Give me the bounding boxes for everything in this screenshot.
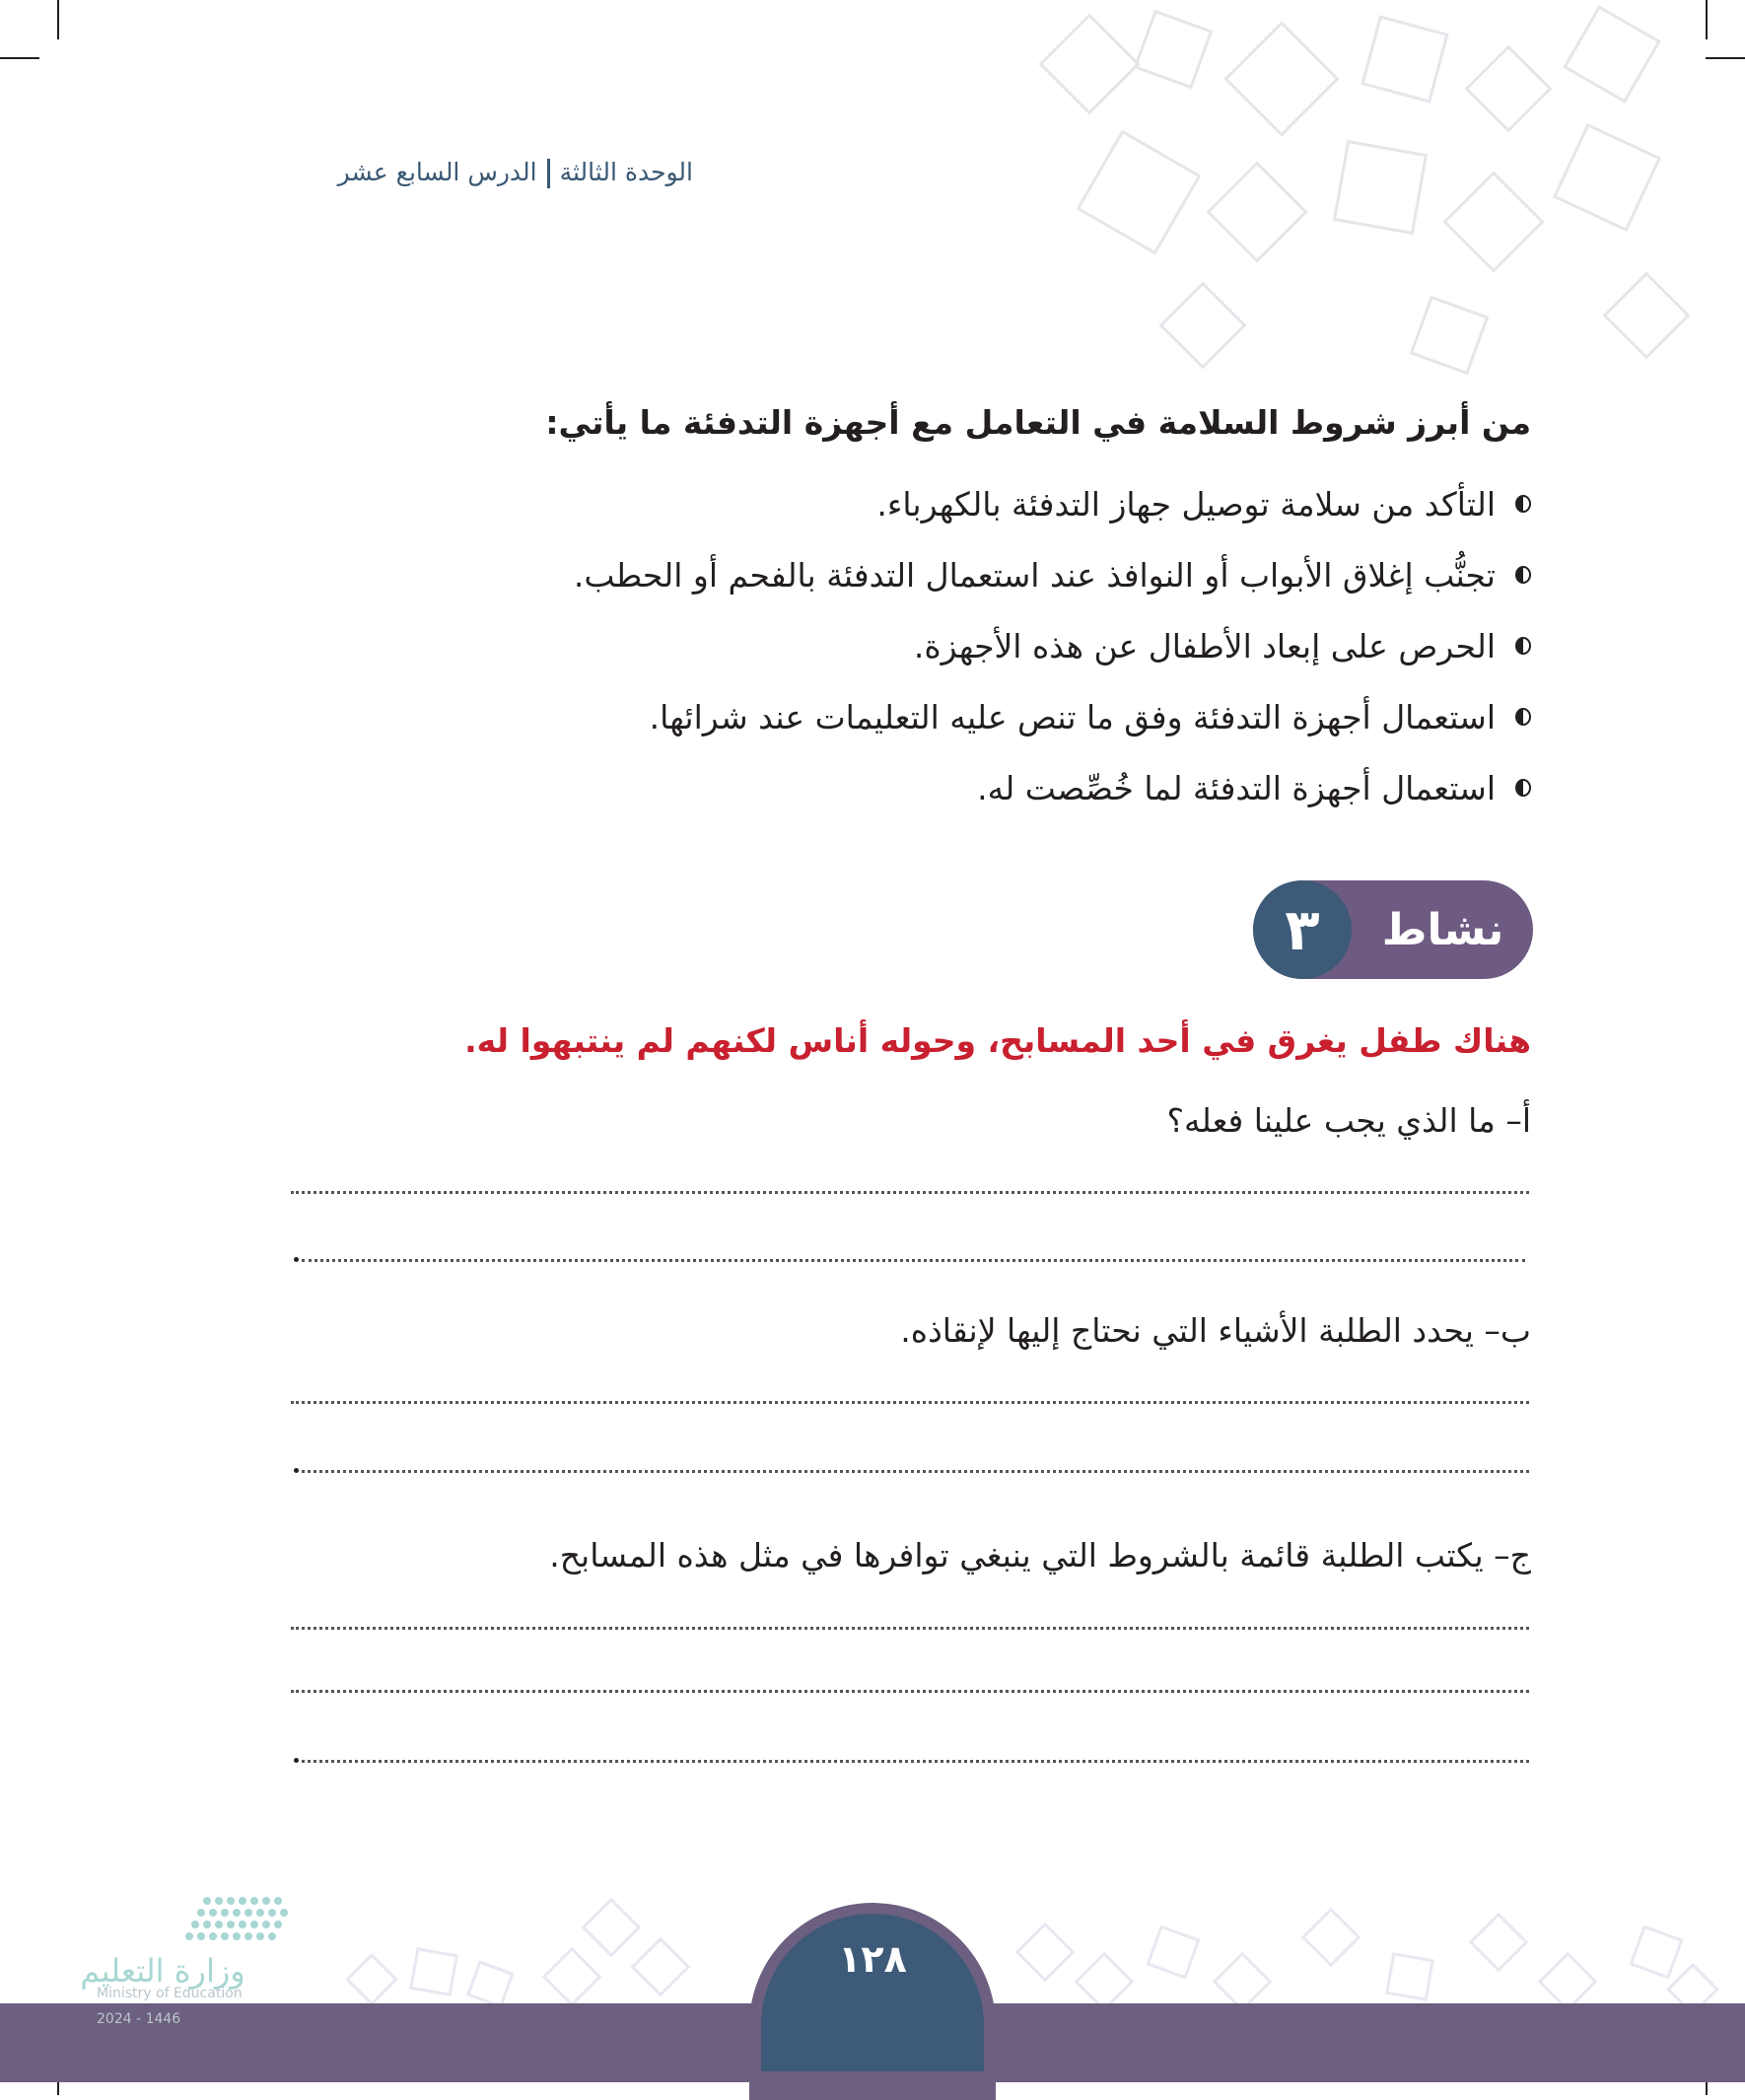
activity-badge <box>1253 880 1533 979</box>
lesson-title: الدرس السابع عشر <box>337 158 537 186</box>
list-item-text: تجنُّب إغلاق الأبواب أو النوافذ عند استعمال التدفئة بالفحم أو الحطب. <box>573 555 1496 595</box>
list-item <box>574 539 1531 610</box>
list-item <box>574 610 1531 681</box>
list-item-text: الحرص على إبعاد الأطفال عن هذه الأجهزة. <box>913 626 1496 665</box>
answer-end-dot <box>294 1257 299 1262</box>
half-filled-circle-icon <box>1515 708 1531 726</box>
list-item-text: استعمال أجهزة التدفئة لما خُصِّصت له. <box>977 768 1496 807</box>
safety-list <box>574 468 1531 823</box>
answer-line[interactable] <box>291 1401 1529 1404</box>
activity-label: نشاط <box>1381 904 1504 955</box>
answer-line[interactable] <box>291 1627 1529 1630</box>
ministry-logo-year: 2024 - 1446 <box>97 2011 181 2027</box>
answer-line[interactable] <box>291 1191 1529 1194</box>
half-filled-circle-icon <box>1515 495 1531 513</box>
half-filled-circle-icon <box>1515 779 1531 797</box>
list-item <box>574 468 1531 539</box>
question-a: أ– ما الذي يجب علينا فعله؟ <box>1166 1101 1531 1140</box>
question-b: ب– يحدد الطلبة الأشياء التي نحتاج إليها لإنقاذه. <box>900 1311 1531 1350</box>
header-separator <box>547 159 550 188</box>
answer-line[interactable] <box>302 1760 1529 1763</box>
ministry-logo-english: Ministry of Education <box>97 1986 243 2001</box>
half-filled-circle-icon <box>1515 566 1531 584</box>
half-filled-circle-icon <box>1515 637 1531 655</box>
answer-end-dot <box>294 1468 299 1473</box>
answer-line[interactable] <box>302 1259 1525 1262</box>
answer-end-dot <box>294 1758 299 1763</box>
page-header <box>338 158 693 188</box>
answer-line[interactable] <box>302 1470 1529 1473</box>
page-number: ١٢٨ <box>838 1937 907 1981</box>
question-c: ج– يكتب الطلبة قائمة بالشروط التي ينبغي توافرها في مثل هذه المسابح. <box>549 1536 1531 1575</box>
list-item <box>574 681 1531 752</box>
ministry-logo-name: وزارة التعليم <box>80 1952 245 1990</box>
list-item-text: التأكد من سلامة توصيل جهاز التدفئة بالكهرباء. <box>876 484 1496 524</box>
safety-intro: من أبرز شروط السلامة في التعامل مع أجهزة التدفئة ما يأتي: <box>545 403 1531 442</box>
activity-number: ٣ <box>1253 880 1352 979</box>
list-item-text: استعمال أجهزة التدفئة وفق ما تنص عليه التعليمات عند شرائها. <box>649 697 1496 736</box>
activity-scenario: هناك طفل يغرق في أحد المسابح، وحوله أناس لكنهم لم ينتبهوا له. <box>464 1021 1531 1060</box>
unit-title: الوحدة الثالثة <box>559 158 693 186</box>
list-item <box>574 752 1531 823</box>
answer-line[interactable] <box>291 1690 1529 1693</box>
